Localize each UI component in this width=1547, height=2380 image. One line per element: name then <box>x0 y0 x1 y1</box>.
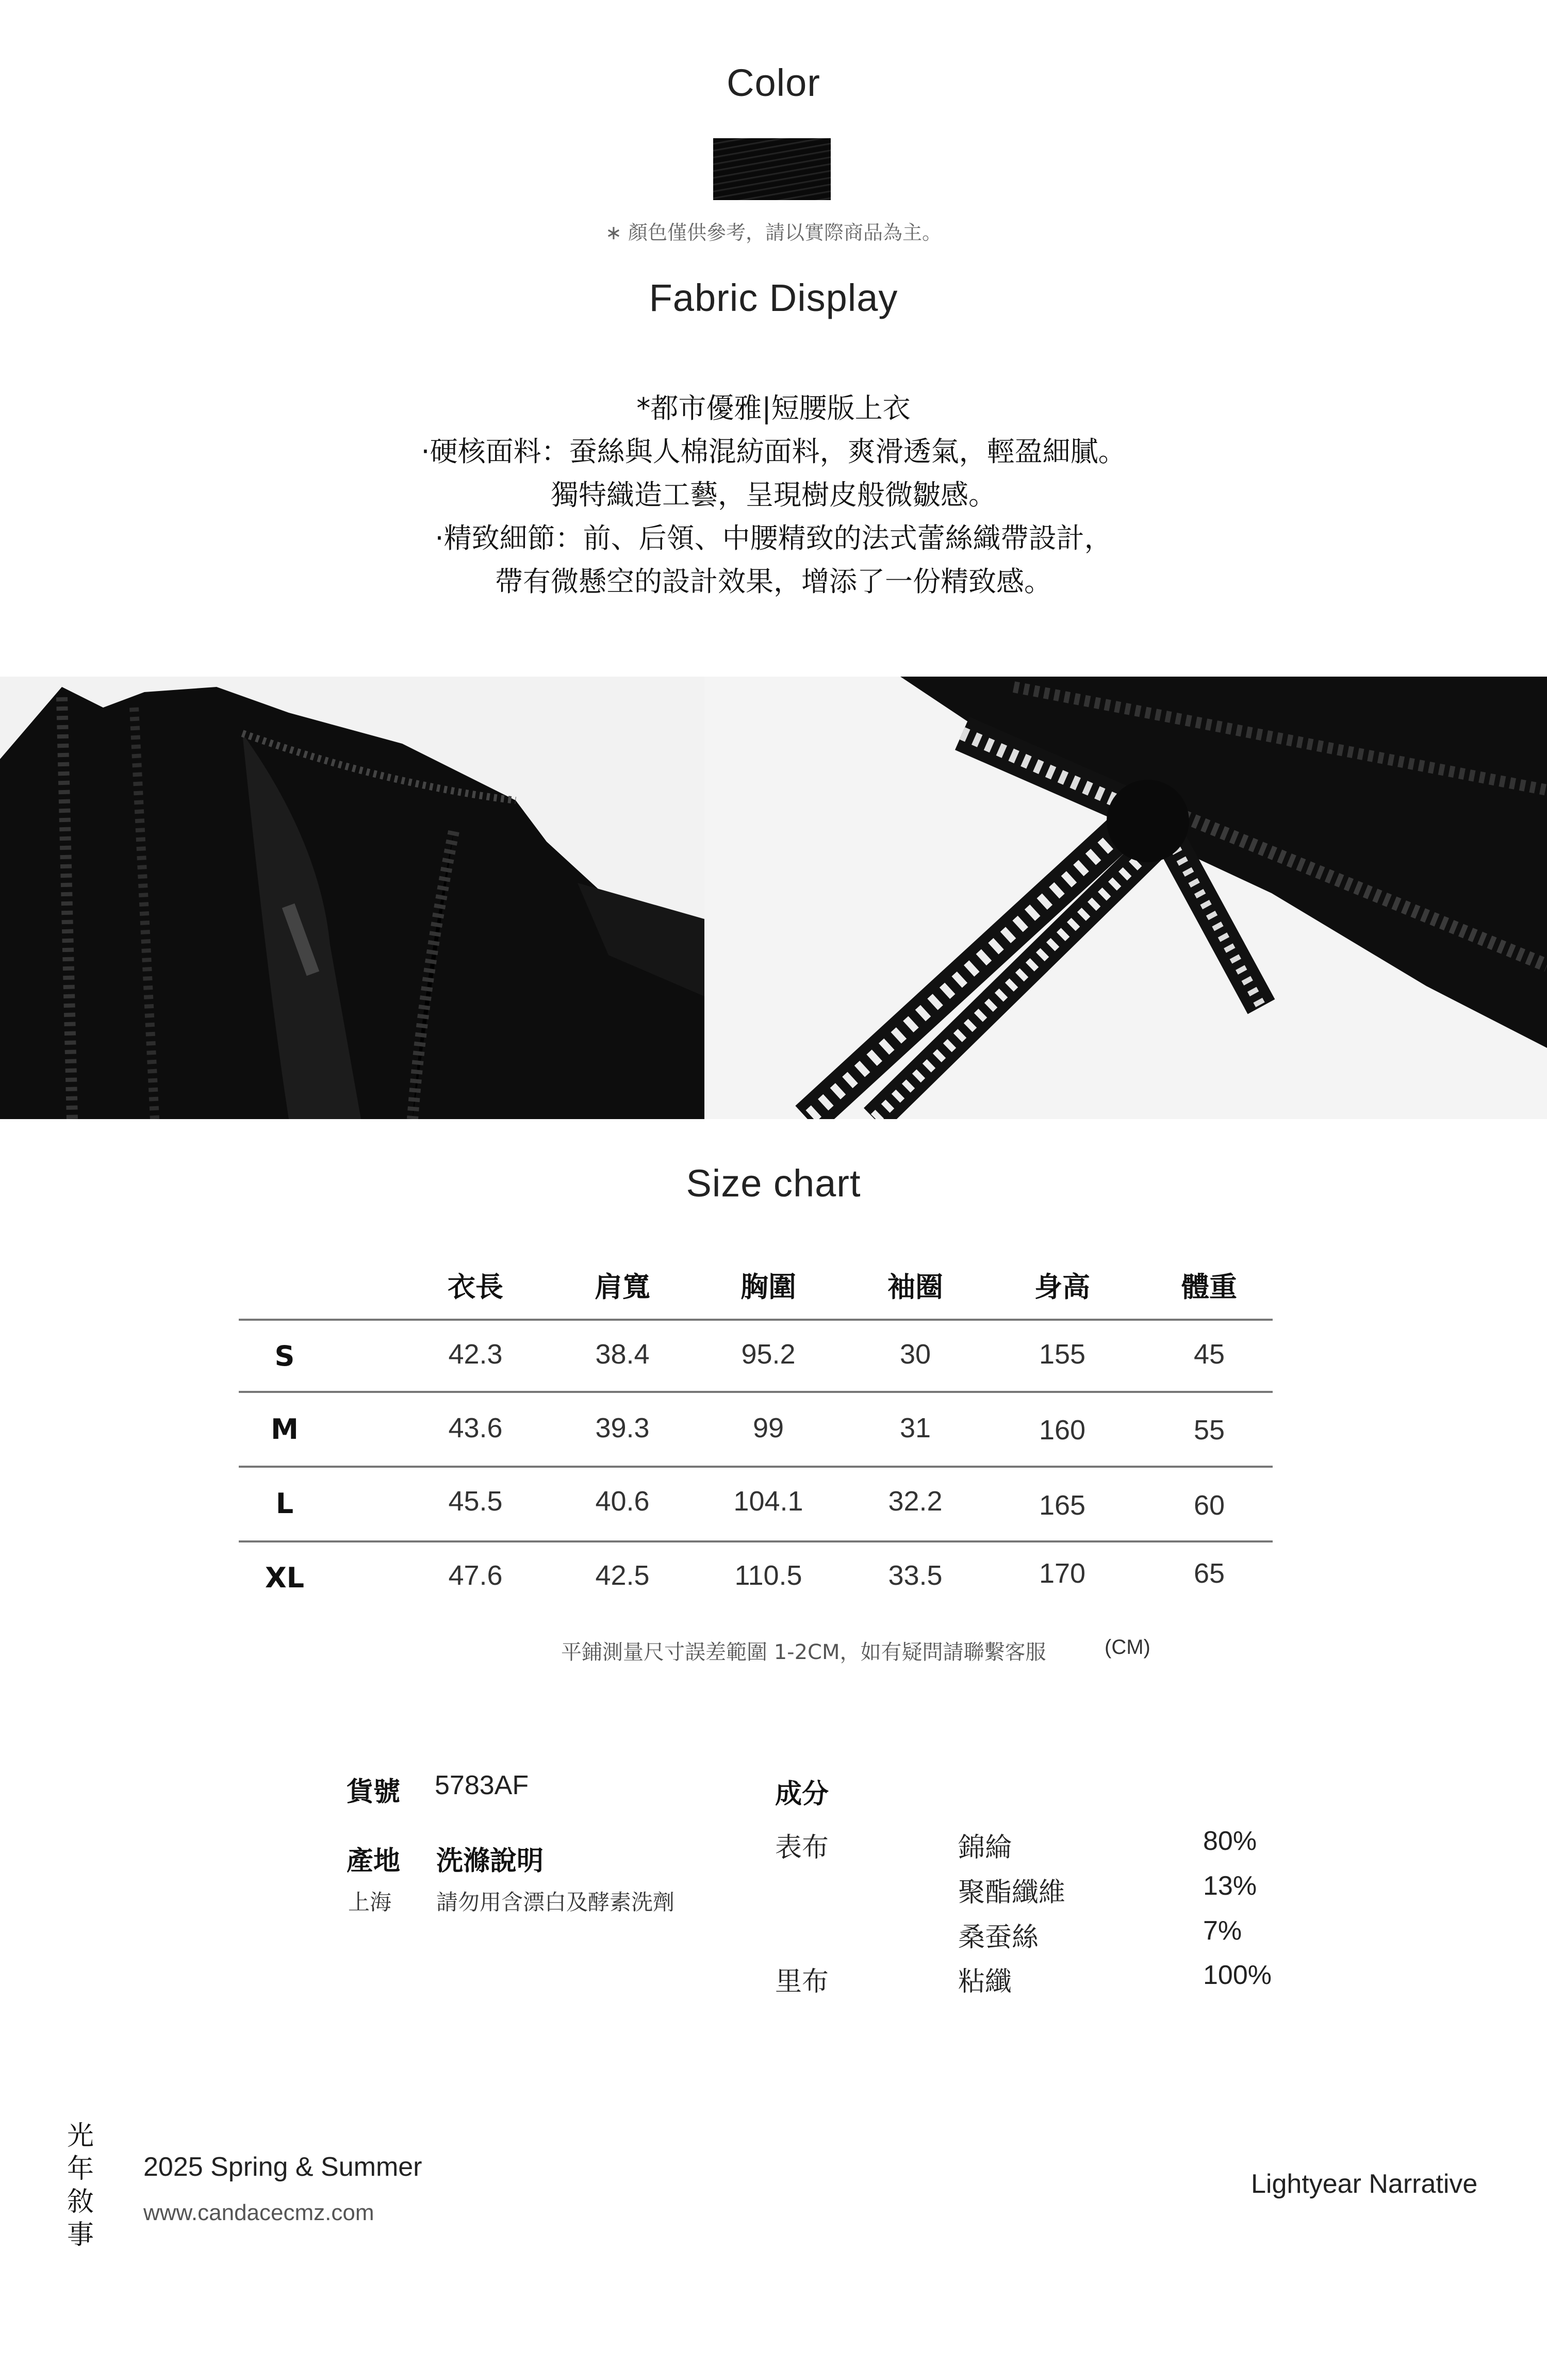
measurement-note: 平鋪測量尺寸誤差範圍 1-2CM，如有疑問請聯繫客服 <box>561 1640 1046 1664</box>
material-pct: 13% <box>1203 1871 1257 1901</box>
material-pct: 7% <box>1203 1916 1242 1946</box>
table-cell: 170 <box>1039 1558 1086 1589</box>
table-cell: 33.5 <box>888 1560 943 1591</box>
fabric-line: *都市優雅|短腰版上衣 <box>636 392 911 424</box>
table-cell: 155 <box>1039 1339 1086 1370</box>
table-divider <box>239 1391 1273 1393</box>
fabric-line: 帶有微懸空的設計效果，增添了一份精致感。 <box>495 565 1052 598</box>
fabric-photo-neckline <box>0 677 704 1119</box>
row-label-m: M <box>271 1413 299 1446</box>
fabric-description <box>0 387 1547 603</box>
table-cell: 43.6 <box>448 1413 503 1443</box>
fabric-line: 獨特織造工藝，呈現樹皮般微皺感。 <box>551 479 996 511</box>
table-cell: 45 <box>1193 1339 1225 1370</box>
website-link[interactable]: www.candacecmz.com <box>143 2200 374 2225</box>
fabric-photo-lace-tie <box>704 677 1547 1119</box>
table-cell: 47.6 <box>448 1560 503 1591</box>
col-header-height: 身高 <box>1034 1271 1090 1303</box>
brand-char: 光 <box>67 2121 94 2152</box>
table-cell: 30 <box>899 1339 931 1370</box>
table-cell: 99 <box>752 1413 784 1443</box>
material-name: 聚酯纖維 <box>958 1877 1066 1908</box>
row-label-xl: XL <box>265 1562 305 1594</box>
table-cell: 38.4 <box>595 1339 650 1370</box>
table-cell: 32.2 <box>888 1486 943 1517</box>
table-cell: 55 <box>1193 1415 1225 1446</box>
material-pct: 100% <box>1203 1960 1272 1990</box>
row-label-l: L <box>275 1487 294 1520</box>
table-cell: 160 <box>1039 1415 1086 1446</box>
origin-value: 上海 <box>348 1890 392 1915</box>
table-cell: 40.6 <box>595 1486 650 1517</box>
material-name: 桑蚕絲 <box>958 1922 1039 1953</box>
table-divider <box>239 1540 1273 1542</box>
col-header-length: 衣長 <box>448 1271 503 1303</box>
origin-label: 產地 <box>347 1846 401 1877</box>
table-cell: 110.5 <box>734 1560 802 1591</box>
col-header-weight: 體重 <box>1181 1271 1237 1303</box>
table-cell: 95.2 <box>741 1339 796 1370</box>
col-header-chest: 胸圍 <box>740 1271 796 1303</box>
table-cell: 60 <box>1193 1490 1225 1521</box>
season-label: 2025 Spring & Summer <box>143 2152 422 2182</box>
color-swatch-black[interactable] <box>713 138 831 200</box>
brand-name: Lightyear Narrative <box>1251 2169 1478 2199</box>
unit-label: (CM) <box>1105 1636 1150 1659</box>
sku-value: 5783AF <box>435 1770 529 1800</box>
wash-instructions: 請勿用含漂白及酵素洗劑 <box>436 1890 675 1915</box>
table-cell: 165 <box>1039 1490 1086 1521</box>
table-cell: 65 <box>1193 1558 1225 1589</box>
brand-char: 事 <box>67 2220 94 2251</box>
col-header-shoulder: 肩寬 <box>595 1271 650 1303</box>
color-title: Color <box>727 61 820 104</box>
fabric-title: Fabric Display <box>649 276 898 319</box>
table-cell: 104.1 <box>733 1486 803 1517</box>
material-pct: 80% <box>1203 1826 1257 1856</box>
size-chart-title: Size chart <box>686 1162 861 1205</box>
col-header-armhole: 袖圈 <box>887 1271 943 1303</box>
color-disclaimer: ∗ 顏色僅供參考，請以實際商品為主。 <box>605 221 942 244</box>
table-cell: 45.5 <box>448 1486 503 1517</box>
vertical-brand-text <box>65 2120 96 2252</box>
lining-label: 里布 <box>775 1966 829 1997</box>
table-cell: 42.5 <box>595 1560 650 1591</box>
composition-label: 成分 <box>775 1779 829 1810</box>
wash-label: 洗滌說明 <box>436 1846 544 1877</box>
row-label-s: S <box>274 1340 295 1372</box>
fabric-line: ·精致細節：前、后領、中腰精致的法式蕾絲織帶設計， <box>435 522 1112 554</box>
brand-char: 年 <box>67 2154 94 2185</box>
table-divider <box>239 1319 1273 1321</box>
table-cell: 31 <box>899 1413 931 1443</box>
outer-fabric-label: 表布 <box>775 1832 829 1863</box>
material-name: 錦綸 <box>958 1832 1012 1863</box>
fabric-line: ·硬核面料：蚕絲與人棉混紡面料，爽滑透氣，輕盈細膩。 <box>421 435 1126 468</box>
table-divider <box>239 1466 1273 1468</box>
material-name: 粘纖 <box>958 1966 1012 1997</box>
sku-label: 貨號 <box>347 1777 401 1808</box>
brand-char: 敘 <box>67 2187 94 2218</box>
table-cell: 42.3 <box>448 1339 503 1370</box>
table-cell: 39.3 <box>595 1413 650 1443</box>
